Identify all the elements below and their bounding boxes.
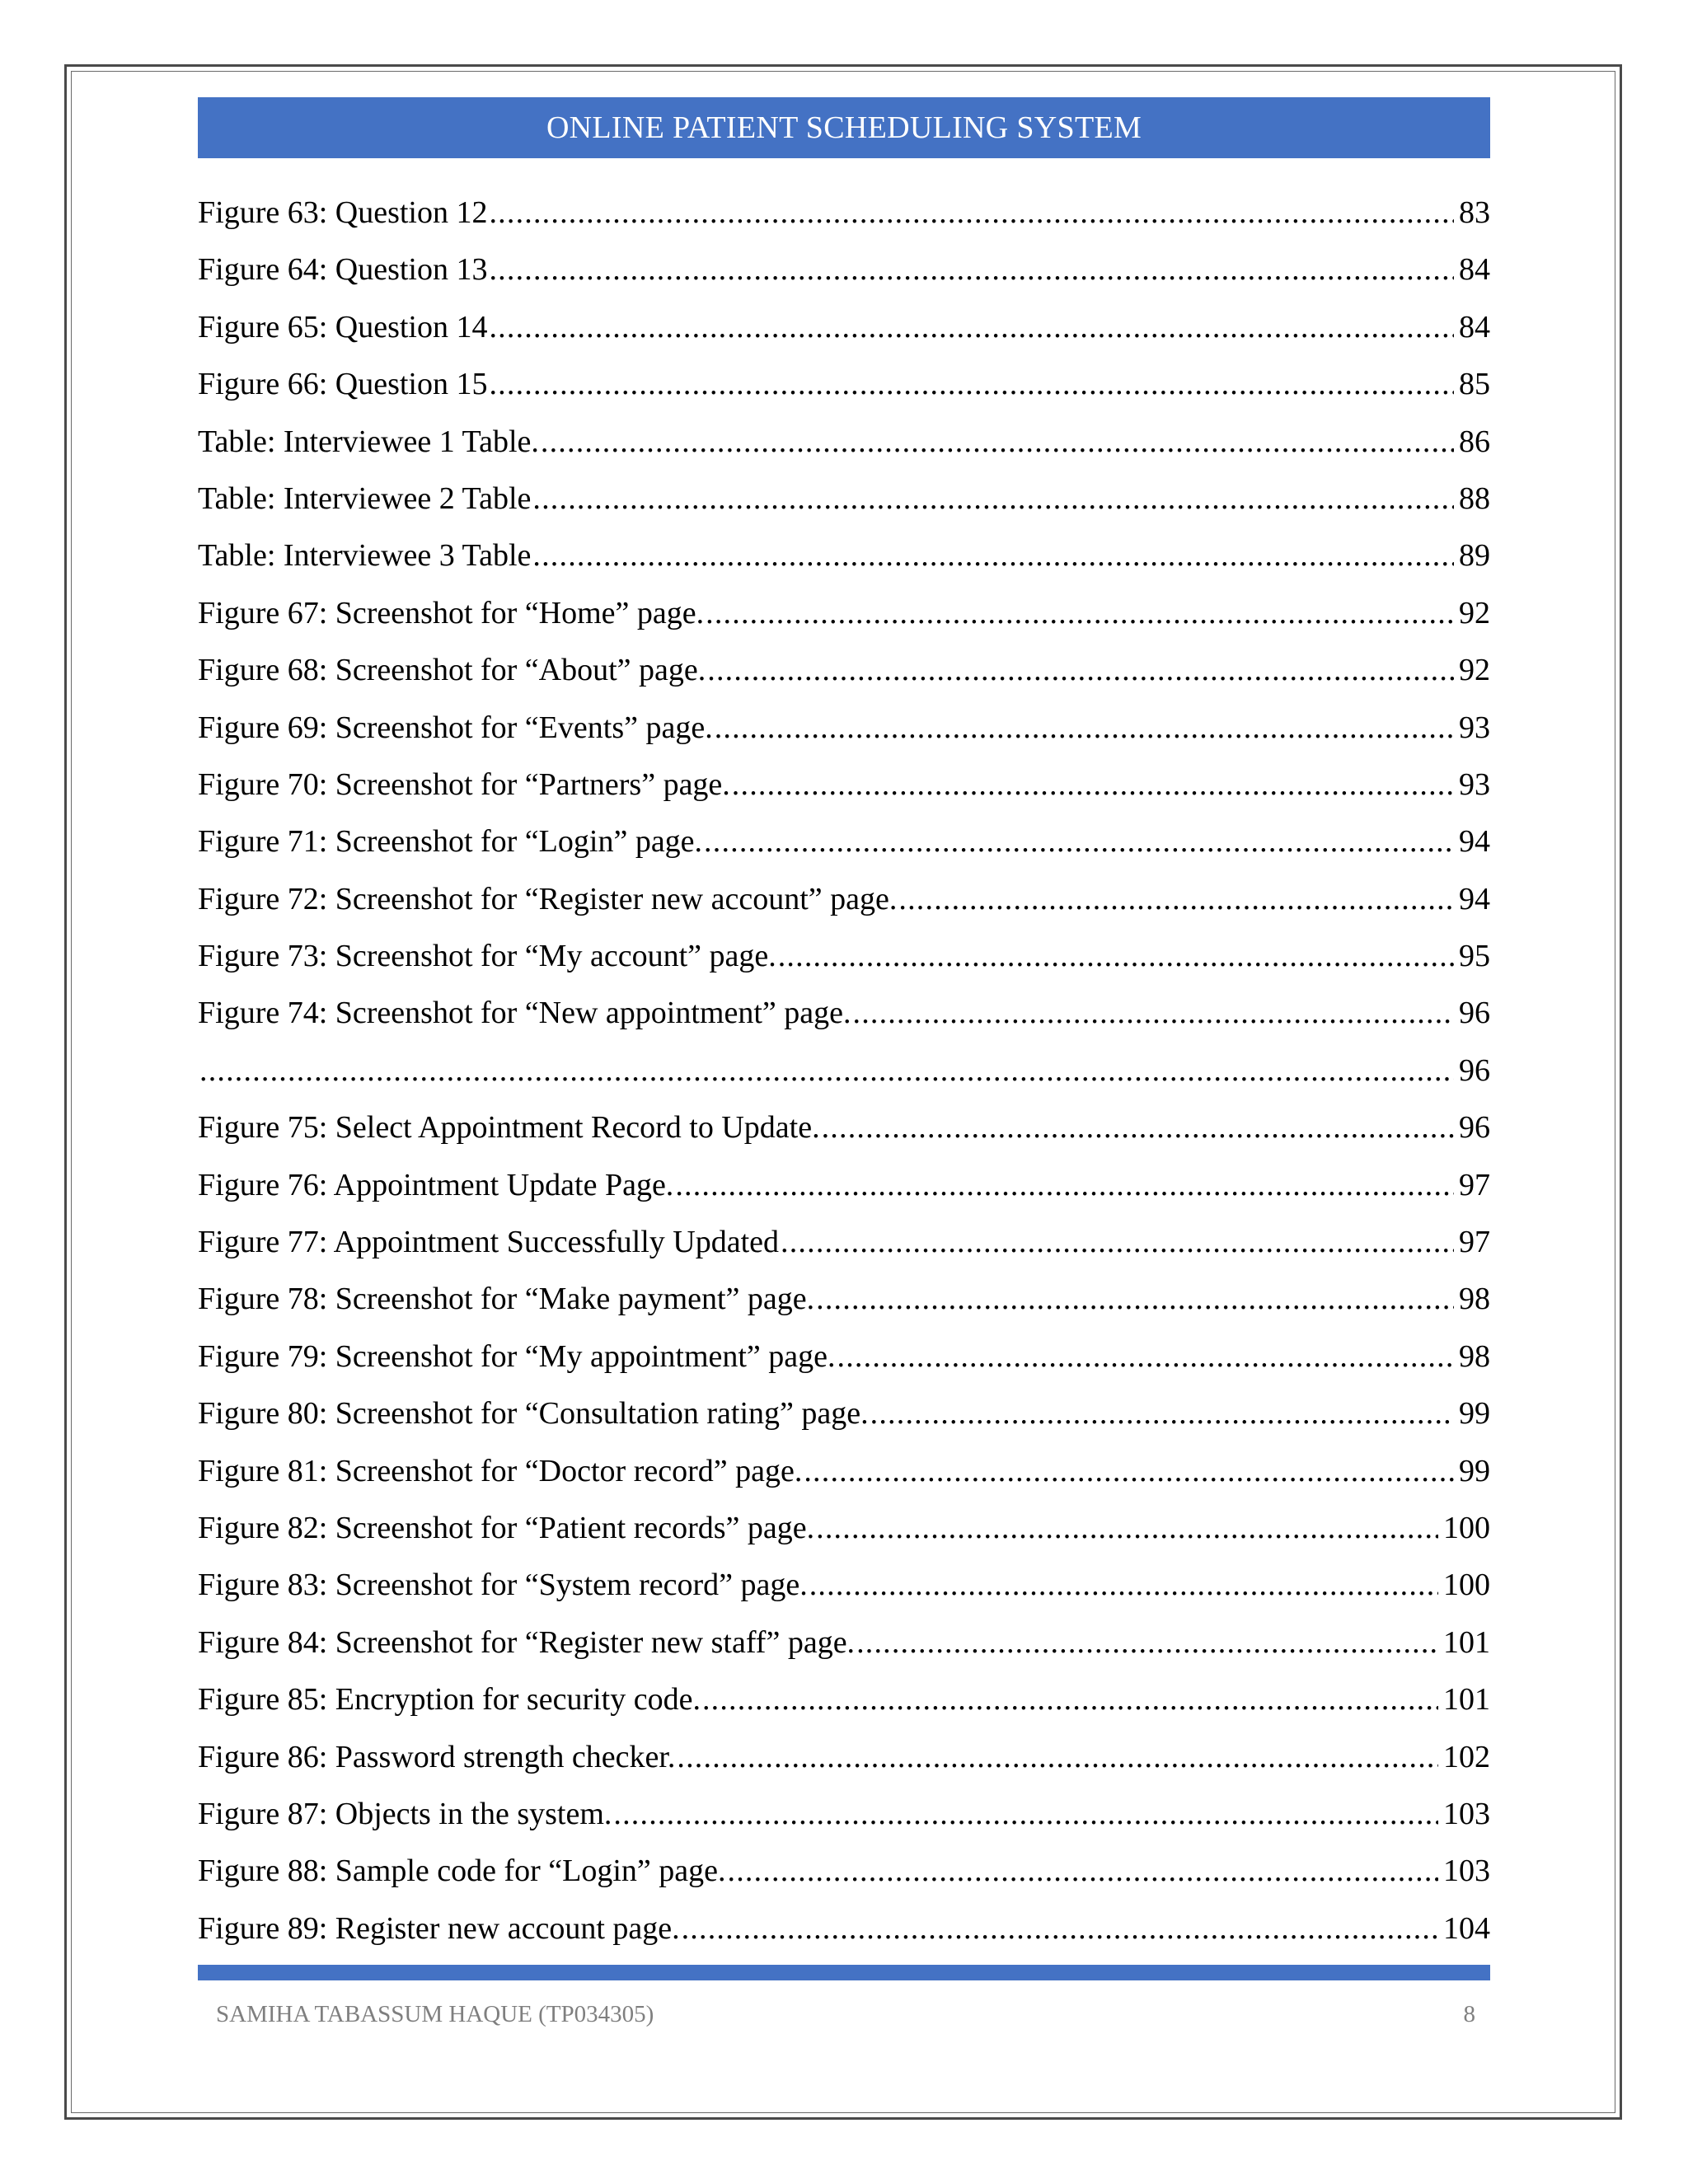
toc-entry-title: Figure 89: Register new account page.	[198, 1910, 680, 1946]
toc-dot-leader	[781, 1224, 1454, 1260]
toc-entry-page: 93	[1459, 710, 1490, 745]
toc-entry[interactable]	[198, 1109, 1490, 1166]
toc-entry[interactable]	[198, 1167, 1490, 1224]
toc-entry[interactable]	[198, 1624, 1490, 1681]
toc-entry[interactable]	[198, 938, 1490, 995]
toc-entry-title: Figure 70: Screenshot for “Partners” page.	[198, 766, 730, 802]
toc-entry-page: 88	[1459, 480, 1490, 516]
toc-entry-title: Figure 71: Screenshot for “Login” page.	[198, 824, 703, 860]
toc-entry-page: 99	[1459, 1453, 1490, 1488]
toc-entry-page: 89	[1459, 538, 1490, 574]
toc-entry[interactable]	[198, 1453, 1490, 1510]
toc-entry-page: 94	[1459, 881, 1490, 916]
toc-dot-leader	[837, 1338, 1454, 1375]
toc-entry-page: 100	[1443, 1568, 1490, 1603]
toc-entry-title: Figure 73: Screenshot for “My account” page.	[198, 939, 776, 974]
toc-entry[interactable]	[198, 537, 1490, 594]
toc-entry[interactable]	[198, 366, 1490, 423]
toc-entry-title: Table: Interviewee 3 Table	[198, 538, 532, 574]
toc-entry-title: Figure 87: Objects in the system.	[198, 1796, 612, 1831]
toc-entry[interactable]	[198, 881, 1490, 938]
table-of-figures	[198, 194, 1490, 1967]
toc-entry-page: 101	[1443, 1682, 1490, 1718]
toc-entry-page: 103	[1443, 1854, 1490, 1889]
toc-entry-page: 99	[1459, 1396, 1490, 1432]
toc-dot-leader	[732, 766, 1454, 803]
toc-dot-leader	[682, 1910, 1438, 1947]
toc-dot-leader	[809, 1567, 1438, 1603]
toc-dot-leader	[707, 652, 1454, 688]
toc-entry-page: 102	[1443, 1739, 1490, 1774]
toc-entry-page: 94	[1459, 824, 1490, 860]
toc-entry[interactable]	[198, 194, 1490, 251]
toc-entry-title: Figure 84: Screenshot for “Register new staff” page.	[198, 1624, 856, 1660]
toc-entry-page: 85	[1459, 367, 1490, 402]
footer-page-number: 8	[1463, 2001, 1475, 2027]
toc-entry-title: Figure 67: Screenshot for “Home” page.	[198, 595, 705, 630]
header-title: ONLINE PATIENT SCHEDULING SYSTEM	[546, 110, 1142, 145]
toc-dot-leader	[532, 537, 1454, 574]
toc-entry-title: Figure 85: Encryption for security code.	[198, 1682, 701, 1718]
footer-author: SAMIHA TABASSUM HAQUE (TP034305)	[216, 2001, 654, 2027]
page-header	[198, 97, 1490, 158]
toc-entry-page: 96	[1459, 996, 1490, 1031]
toc-entry-page: 97	[1459, 1225, 1490, 1260]
toc-entry-title: Figure 72: Screenshot for “Register new account” page.	[198, 881, 898, 916]
toc-entry[interactable]	[198, 1052, 1490, 1109]
toc-entry-title: Figure 80: Screenshot for “Consultation rating” page.	[198, 1396, 869, 1432]
toc-entry-title: Figure 69: Screenshot for “Events” page.	[198, 710, 713, 745]
toc-dot-leader	[489, 309, 1454, 345]
toc-entry-page: 95	[1459, 939, 1490, 974]
toc-entry-page: 96	[1459, 1110, 1490, 1146]
toc-dot-leader	[728, 1853, 1438, 1889]
toc-entry-page: 103	[1443, 1796, 1490, 1831]
toc-entry[interactable]	[198, 1796, 1490, 1853]
toc-entry[interactable]	[198, 480, 1490, 537]
toc-dot-leader	[613, 1796, 1438, 1832]
toc-entry-title: Figure 86: Password strength checker.	[198, 1739, 676, 1774]
toc-entry-title: Figure 81: Screenshot for “Doctor record” page.	[198, 1453, 803, 1488]
toc-entry-page: 104	[1443, 1910, 1490, 1946]
toc-dot-leader	[804, 1453, 1454, 1489]
toc-dot-leader	[489, 366, 1454, 402]
toc-entry[interactable]	[198, 1739, 1490, 1796]
toc-entry-title: Figure 64: Question 13	[198, 252, 488, 288]
toc-dot-leader	[706, 595, 1454, 631]
toc-dot-leader	[853, 995, 1455, 1031]
toc-entry[interactable]	[198, 1395, 1490, 1452]
toc-entry-page: 84	[1459, 309, 1490, 344]
toc-dot-leader	[677, 1739, 1438, 1775]
toc-entry-page: 84	[1459, 252, 1490, 288]
toc-entry[interactable]	[198, 309, 1490, 366]
toc-dot-leader	[704, 823, 1454, 860]
toc-dot-leader	[541, 424, 1454, 460]
toc-entry[interactable]	[198, 251, 1490, 308]
toc-dot-leader	[489, 194, 1454, 231]
toc-dot-leader	[489, 251, 1454, 288]
toc-entry-title: Figure 75: Select Appointment Record to Update.	[198, 1110, 820, 1146]
toc-entry-title: Figure 83: Screenshot for “System record” page.	[198, 1568, 808, 1603]
toc-entry-page: 83	[1459, 195, 1490, 230]
toc-entry[interactable]	[198, 1281, 1490, 1338]
toc-entry-page: 86	[1459, 424, 1490, 459]
toc-entry-title: Figure 78: Screenshot for “Make payment” page.	[198, 1282, 815, 1317]
toc-entry-title: Figure 79: Screenshot for “My appointment” page.	[198, 1338, 836, 1374]
toc-dot-leader	[778, 938, 1454, 974]
toc-entry-page: 92	[1459, 653, 1490, 688]
toc-entry[interactable]	[198, 1567, 1490, 1624]
toc-entry-page: 101	[1443, 1624, 1490, 1660]
toc-dot-leader	[702, 1681, 1438, 1718]
footer-rule	[198, 1965, 1490, 1980]
toc-entry-title: Table: Interviewee 2 Table	[198, 480, 532, 516]
toc-entry-title: Table: Interviewee 1 Table.	[198, 424, 539, 459]
toc-dot-leader	[199, 1052, 1454, 1089]
toc-entry-page: 98	[1459, 1282, 1490, 1317]
toc-entry[interactable]	[198, 1910, 1490, 1967]
toc-entry-title: Figure 77: Appointment Successfully Updated	[198, 1225, 780, 1260]
toc-entry[interactable]	[198, 595, 1490, 652]
toc-dot-leader	[532, 480, 1454, 517]
toc-entry[interactable]	[198, 1681, 1490, 1738]
toc-entry[interactable]	[198, 1338, 1490, 1395]
toc-entry-page: 92	[1459, 595, 1490, 630]
toc-dot-leader	[816, 1281, 1454, 1317]
toc-dot-leader	[870, 1395, 1454, 1432]
toc-entry-page: 98	[1459, 1338, 1490, 1374]
toc-entry-title: Figure 88: Sample code for “Login” page.	[198, 1854, 726, 1889]
toc-dot-leader	[675, 1167, 1454, 1203]
toc-entry-title: Figure 82: Screenshot for “Patient records” page.	[198, 1510, 815, 1545]
toc-entry-title: Figure 74: Screenshot for “New appointment” page.	[198, 996, 851, 1031]
toc-entry[interactable]	[198, 766, 1490, 823]
toc-entry-title: Figure 66: Question 15	[198, 367, 488, 402]
toc-entry-title: Figure 68: Screenshot for “About” page.	[198, 653, 706, 688]
toc-dot-leader	[822, 1109, 1454, 1146]
toc-entry[interactable]	[198, 424, 1490, 480]
toc-dot-leader	[856, 1624, 1438, 1661]
toc-entry[interactable]	[198, 1510, 1490, 1567]
toc-dot-leader	[898, 881, 1454, 917]
toc-entry-page: 96	[1459, 1052, 1490, 1088]
toc-entry-title: Figure 63: Question 12	[198, 195, 488, 230]
toc-entry[interactable]	[198, 652, 1490, 709]
toc-entry[interactable]	[198, 710, 1490, 766]
toc-entry-page: 97	[1459, 1167, 1490, 1202]
toc-entry-title: Figure 65: Question 14	[198, 309, 488, 344]
toc-entry[interactable]	[198, 995, 1490, 1052]
toc-entry[interactable]	[198, 823, 1490, 880]
toc-dot-leader	[816, 1510, 1438, 1546]
toc-entry[interactable]	[198, 1224, 1490, 1281]
toc-entry-page: 93	[1459, 766, 1490, 802]
toc-dot-leader	[715, 710, 1454, 746]
toc-entry[interactable]	[198, 1853, 1490, 1910]
toc-entry-title: Figure 76: Appointment Update Page.	[198, 1167, 674, 1202]
toc-entry-page: 100	[1443, 1510, 1490, 1545]
